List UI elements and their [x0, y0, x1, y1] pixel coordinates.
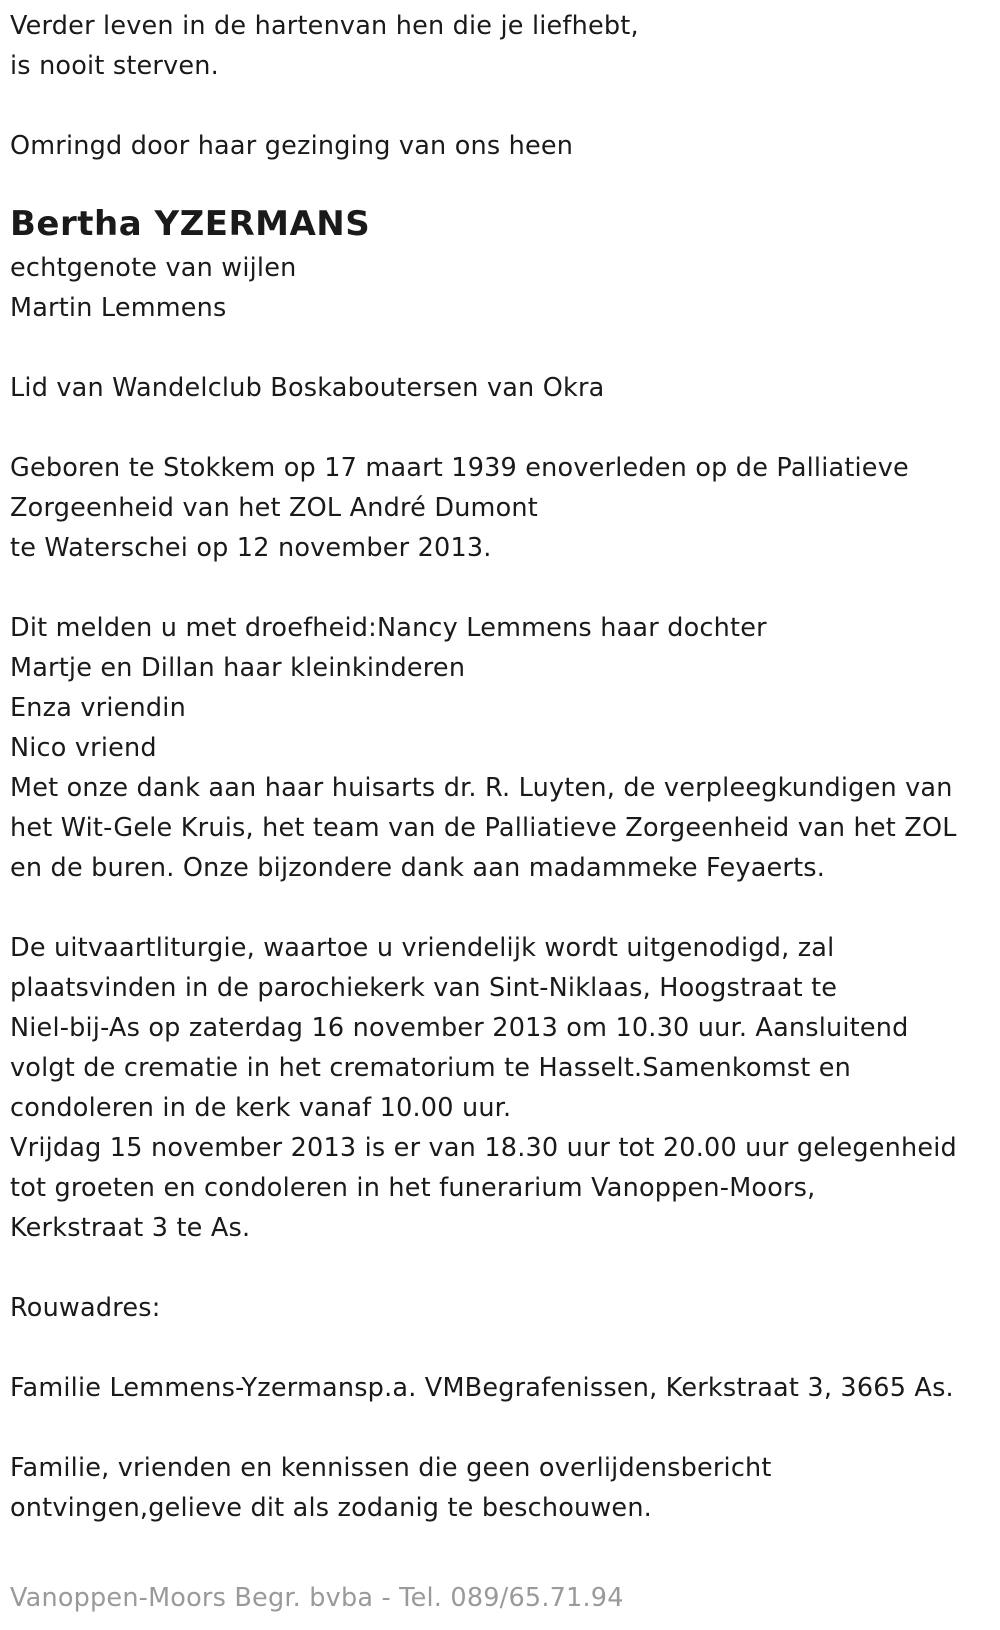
spacer	[10, 1248, 990, 1288]
announcement-line-5: Met onze dank aan haar huisarts dr. R. Luyten, de verpleegkundigen van	[10, 773, 953, 803]
address-label: Rouwadres:	[10, 1293, 161, 1323]
intro-text: Omringd door haar gezinging van ons heen	[10, 131, 574, 161]
quote-line-2: is nooit sterven.	[10, 51, 219, 81]
notice-line-2: ontvingen,gelieve dit als zodanig te beschouwen.	[10, 1493, 652, 1523]
funeral-line-1: De uitvaartliturgie, waartoe u vriendelijk wordt uitgenodigd, zal	[10, 933, 835, 963]
announcement-line-6: het Wit-Gele Kruis, het team van de Palliatieve Zorgeenheid van het ZOL	[10, 813, 957, 843]
funeral-line-2: plaatsvinden in de parochiekerk van Sint-Niklaas, Hoogstraat te	[10, 973, 838, 1003]
notice-section	[10, 1448, 990, 1528]
announcement-line-3: Enza vriendin	[10, 693, 186, 723]
birth-death-line-1: Geboren te Stokkem op 17 maart 1939 enoverleden op de Palliatieve	[10, 453, 909, 483]
birth-death-line-2: Zorgeenheid van het ZOL André Dumont	[10, 493, 538, 523]
address-text: Familie Lemmens-Yzermansp.a. VMBegrafenissen, Kerkstraat 3, 3665 As.	[10, 1373, 954, 1403]
birth-death-line-3: te Waterschei op 12 november 2013.	[10, 533, 492, 563]
spacer	[10, 328, 990, 368]
spacer	[10, 568, 990, 608]
funeral-line-8: Kerkstraat 3 te As.	[10, 1213, 251, 1243]
membership-text: Lid van Wandelclub Boskaboutersen van Okra	[10, 373, 605, 403]
funeral-line-7: tot groeten en condoleren in het funerarium Vanoppen-Moors,	[10, 1173, 816, 1203]
funeral-home-footer: Vanoppen-Moors Begr. bvba - Tel. 089/65.71.94	[10, 1583, 624, 1613]
announcement-line-2: Martje en Dillan haar kleinkinderen	[10, 653, 466, 683]
spacer	[10, 408, 990, 448]
spacer	[10, 1328, 990, 1368]
funeral-line-4: volgt de crematie in het crematorium te Hasselt.Samenkomst en	[10, 1053, 851, 1083]
announcement-line-1: Dit melden u met droefheid:Nancy Lemmens haar dochter	[10, 613, 767, 643]
spouse-section	[10, 248, 990, 328]
spacer	[10, 1408, 990, 1448]
birth-death-section	[10, 448, 990, 568]
deceased-name: Bertha YZERMANS	[10, 204, 371, 244]
spouse-line-2: Martin Lemmens	[10, 293, 227, 323]
announcement-line-4: Nico vriend	[10, 733, 157, 763]
funeral-line-6: Vrijdag 15 november 2013 is er van 18.30 uur tot 20.00 uur gelegenheid	[10, 1133, 957, 1163]
quote-section	[10, 6, 990, 86]
funeral-line-5: condoleren in de kerk vanaf 10.00 uur.	[10, 1093, 512, 1123]
quote-line-1: Verder leven in de hartenvan hen die je liefhebt,	[10, 11, 639, 41]
spacer	[10, 166, 990, 202]
notice-line-1: Familie, vrienden en kennissen die geen overlijdensbericht	[10, 1453, 772, 1483]
funeral-line-3: Niel-bij-As op zaterdag 16 november 2013 om 10.30 uur. Aansluitend	[10, 1013, 909, 1043]
spacer	[10, 888, 990, 928]
spouse-line-1: echtgenote van wijlen	[10, 253, 297, 283]
announcement-section	[10, 608, 990, 888]
announcement-line-7: en de buren. Onze bijzondere dank aan madammeke Feyaerts.	[10, 853, 826, 883]
funeral-section	[10, 928, 990, 1248]
spacer	[10, 86, 990, 126]
